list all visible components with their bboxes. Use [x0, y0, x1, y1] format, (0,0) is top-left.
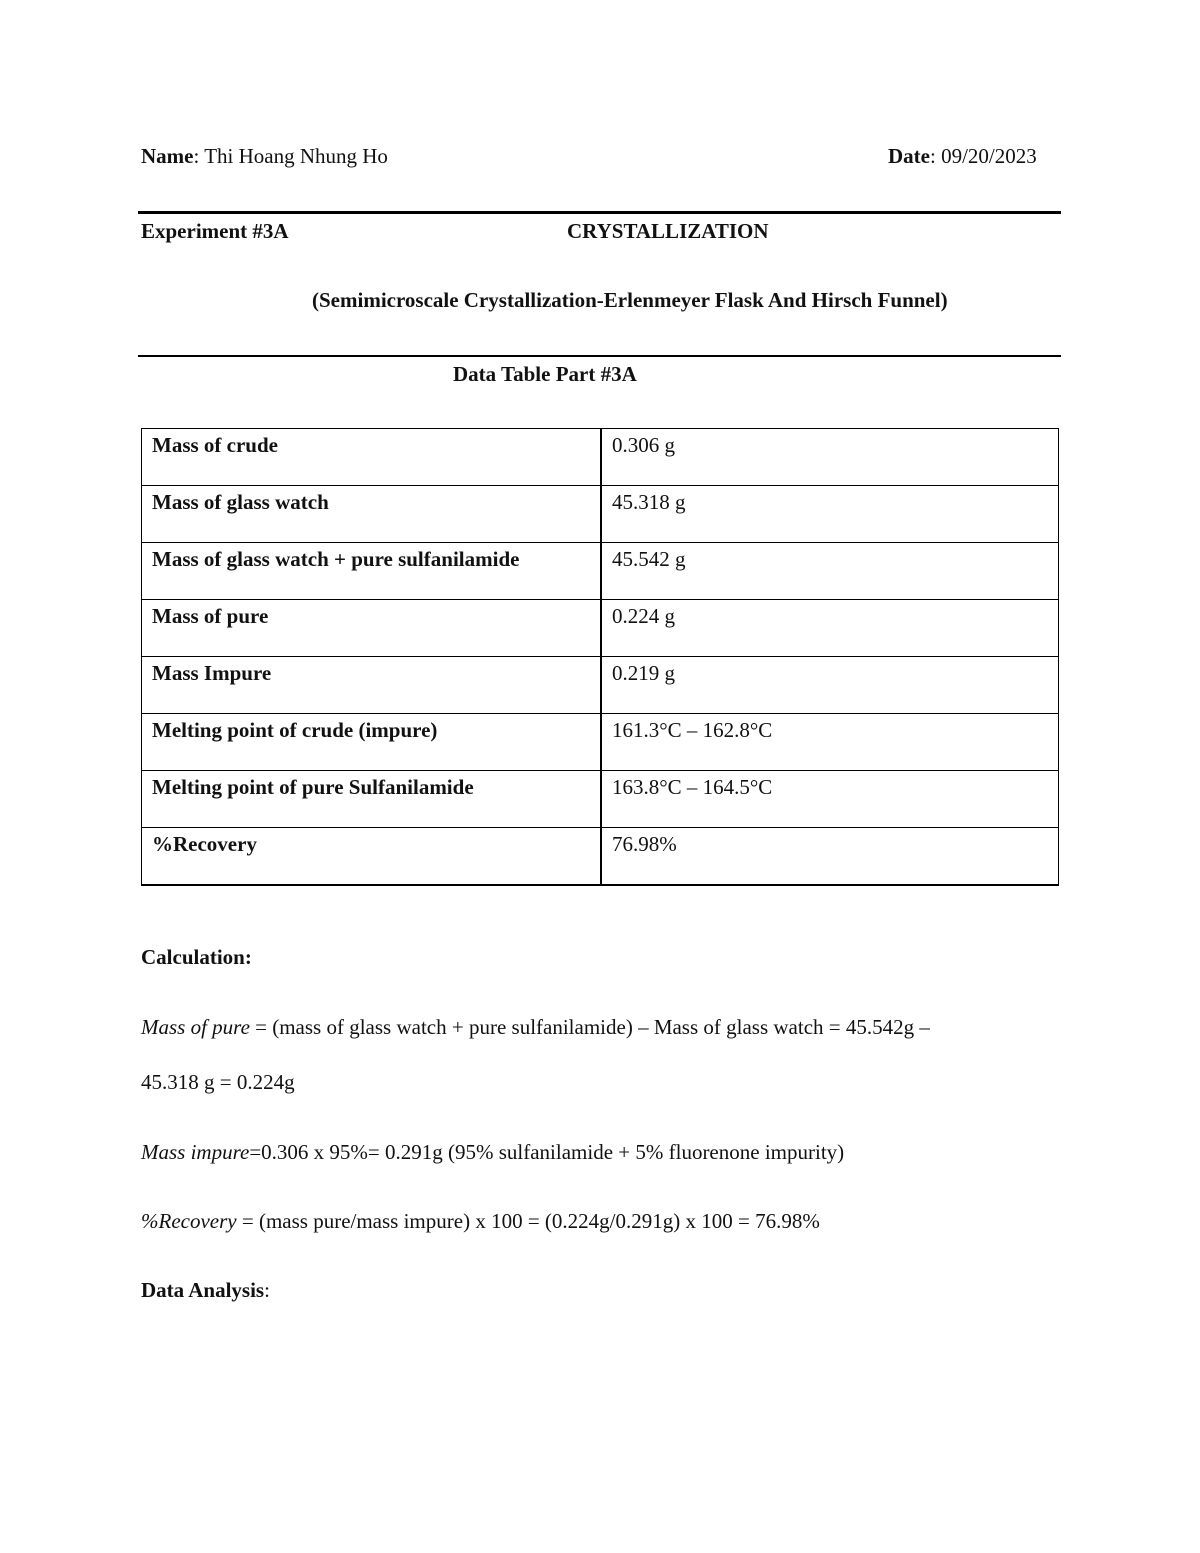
experiment-subtitle: (Semimicroscale Crystallization-Erlenmeyer Flask And Hirsch Funnel) [312, 288, 948, 312]
experiment-number: Experiment #3A [141, 219, 289, 243]
row-value: 0.219 g [601, 657, 1059, 714]
date-line [888, 144, 1037, 169]
table-row [142, 714, 1059, 771]
recovery-formula [141, 1209, 820, 1234]
mass-pure-formula [141, 1015, 930, 1040]
top-rule [138, 211, 1061, 214]
table-caption: Data Table Part #3A [453, 362, 637, 386]
mass-impure-term: Mass impure [141, 1140, 250, 1164]
recovery-expression: = (mass pure/mass impure) x 100 = (0.224g/0.291g) x 100 = 76.98% [236, 1209, 820, 1233]
table-row [142, 600, 1059, 657]
table-row [142, 828, 1059, 886]
row-label: Mass of pure [142, 600, 602, 657]
table-row [142, 486, 1059, 543]
row-label: Melting point of crude (impure) [142, 714, 602, 771]
row-value: 163.8°C – 164.5°C [601, 771, 1059, 828]
recovery-term: %Recovery [141, 1209, 237, 1233]
row-value: 45.542 g [601, 543, 1059, 600]
mass-impure-expression: =0.306 x 95%= 0.291g (95% sulfanilamide + 5% fluorenone impurity) [249, 1140, 845, 1164]
name-line [141, 144, 388, 169]
table-row [142, 771, 1059, 828]
table-row [142, 429, 1059, 486]
data-analysis-colon: : [264, 1278, 270, 1302]
name-value: : Thi Hoang Nhung Ho [193, 144, 388, 168]
row-label: %Recovery [142, 828, 602, 886]
row-label: Mass of crude [142, 429, 602, 486]
row-label: Melting point of pure Sulfanilamide [142, 771, 602, 828]
table-row [142, 543, 1059, 600]
mass-impure-formula [141, 1140, 844, 1165]
table-row [142, 657, 1059, 714]
middle-rule [138, 355, 1061, 357]
row-label: Mass of glass watch [142, 486, 602, 543]
mass-pure-term: Mass of pure [141, 1015, 250, 1039]
row-label: Mass of glass watch + pure sulfanilamide [142, 543, 602, 600]
data-analysis-heading: Data Analysis [141, 1278, 265, 1302]
mass-pure-formula-continued: 45.318 g = 0.224g [141, 1070, 295, 1094]
row-label: Mass Impure [142, 657, 602, 714]
date-label: Date [888, 144, 930, 168]
mass-pure-expression: = (mass of glass watch + pure sulfanilamide) – Mass of glass watch = 45.542g – [249, 1015, 930, 1039]
row-value: 0.224 g [601, 600, 1059, 657]
experiment-title: CRYSTALLIZATION [567, 219, 769, 243]
row-value: 161.3°C – 162.8°C [601, 714, 1059, 771]
data-analysis-line [141, 1278, 270, 1303]
date-value: : 09/20/2023 [929, 144, 1037, 168]
data-table [141, 428, 1059, 886]
calculation-heading: Calculation: [141, 945, 252, 969]
row-value: 45.318 g [601, 486, 1059, 543]
row-value: 0.306 g [601, 429, 1059, 486]
row-value: 76.98% [601, 828, 1059, 886]
name-label: Name [141, 144, 194, 168]
